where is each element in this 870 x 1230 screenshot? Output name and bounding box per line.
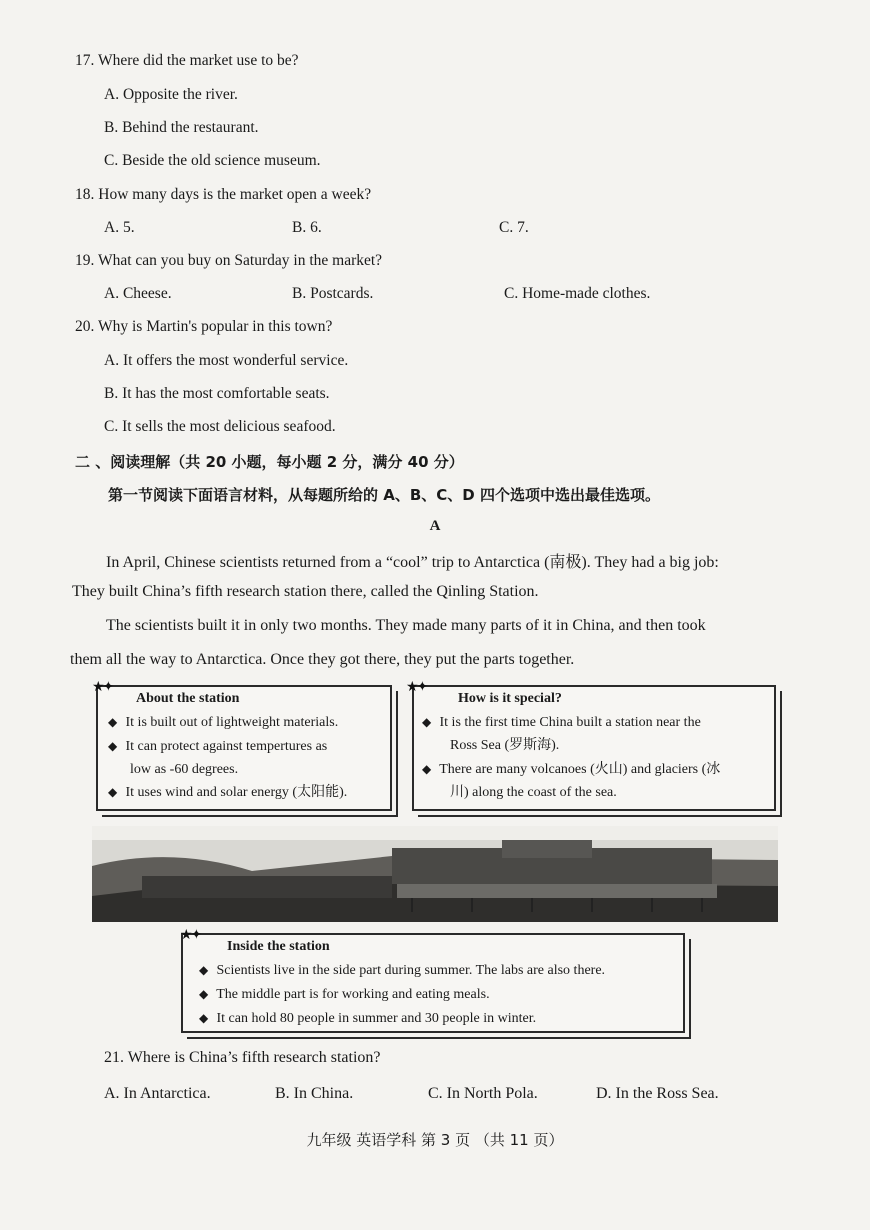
passage-p2-line2: them all the way to Antarctica. Once they got there, they put the parts together. bbox=[70, 651, 575, 668]
station-photo-drawing bbox=[92, 826, 778, 922]
diamond-bullet-icon: ◆ bbox=[108, 739, 118, 753]
diamond-bullet-icon: ◆ bbox=[108, 715, 118, 729]
q20-option-b: B. It has the most comfortable seats. bbox=[104, 385, 330, 402]
stars-icon: ★✦ bbox=[406, 680, 427, 695]
about-item-2: ◆ It can protect against tempertures as bbox=[108, 735, 327, 758]
q20-option-c: C. It sells the most delicious seafood. bbox=[104, 418, 336, 435]
inside-item-3: ◆ It can hold 80 people in summer and 30 people in winter. bbox=[199, 1007, 536, 1030]
section-heading: 二 、阅读理解（共 20 小题，每小题 2 分，满分 40 分） bbox=[75, 453, 464, 471]
inside-item-2: ◆ The middle part is for working and eating meals. bbox=[199, 983, 490, 1006]
inside-station-title: Inside the station bbox=[227, 939, 330, 954]
special-box bbox=[412, 685, 776, 811]
q20-option-a: A. It offers the most wonderful service. bbox=[104, 352, 349, 369]
question-19: 19. What can you buy on Saturday in the market? bbox=[75, 252, 383, 269]
special-title: How is it special? bbox=[458, 691, 562, 706]
page-footer: 九年级 英语学科 第 3 页 （共 11 页） bbox=[306, 1131, 564, 1149]
q21-option-b: B. In China. bbox=[275, 1085, 354, 1102]
about-station-title: About the station bbox=[136, 691, 240, 706]
q17-option-c: C. Beside the old science museum. bbox=[104, 152, 321, 169]
diamond-bullet-icon: ◆ bbox=[422, 762, 432, 776]
stars-icon: ★✦ bbox=[180, 928, 201, 943]
passage-p1-line1: In April, Chinese scientists returned from a “cool” trip to Antarctica (南极). They had a big job: bbox=[106, 554, 719, 571]
q18-option-b: B. 6. bbox=[292, 219, 322, 236]
diamond-bullet-icon: ◆ bbox=[108, 785, 118, 799]
diamond-bullet-icon: ◆ bbox=[199, 963, 209, 977]
inside-station-box bbox=[181, 933, 685, 1033]
special-item-2-cont: 川) along the coast of the sea. bbox=[450, 785, 617, 800]
diamond-bullet-icon: ◆ bbox=[422, 715, 432, 729]
q18-option-c: C. 7. bbox=[499, 219, 529, 236]
station-photo bbox=[92, 826, 778, 922]
about-item-2-cont: low as -60 degrees. bbox=[130, 762, 239, 777]
q19-option-c: C. Home-made clothes. bbox=[504, 285, 651, 302]
passage-p2-line1: The scientists built it in only two months. They made many parts of it in China, and then took bbox=[106, 617, 706, 634]
question-20: 20. Why is Martin's popular in this town? bbox=[75, 318, 333, 335]
q17-option-b: B. Behind the restaurant. bbox=[104, 119, 259, 136]
q19-option-b: B. Postcards. bbox=[292, 285, 374, 302]
q21-option-a: A. In Antarctica. bbox=[104, 1085, 211, 1102]
stars-icon: ★✦ bbox=[92, 680, 113, 695]
q18-option-a: A. 5. bbox=[104, 219, 135, 236]
about-item-3: ◆ It uses wind and solar energy (太阳能). bbox=[108, 781, 347, 804]
q21-option-d: D. In the Ross Sea. bbox=[596, 1085, 719, 1102]
passage-label: A bbox=[429, 518, 441, 534]
passage-p1-line2: They built China’s fifth research station there, called the Qinling Station. bbox=[72, 583, 539, 600]
q21-option-c: C. In North Pola. bbox=[428, 1085, 538, 1102]
diamond-bullet-icon: ◆ bbox=[199, 987, 209, 1001]
special-item-1-cont: Ross Sea (罗斯海). bbox=[450, 738, 560, 753]
inside-item-1: ◆ Scientists live in the side part during summer. The labs are also there. bbox=[199, 959, 605, 982]
special-item-1: ◆ It is the first time China built a station near the bbox=[422, 711, 701, 734]
special-item-2: ◆ There are many volcanoes (火山) and glaciers (冰 bbox=[422, 758, 720, 781]
question-21: 21. Where is China’s fifth research station? bbox=[104, 1049, 381, 1066]
q19-option-a: A. Cheese. bbox=[104, 285, 172, 302]
diamond-bullet-icon: ◆ bbox=[199, 1011, 209, 1025]
question-18: 18. How many days is the market open a week? bbox=[75, 186, 372, 203]
question-17: 17. Where did the market use to be? bbox=[75, 52, 299, 69]
q17-option-a: A. Opposite the river. bbox=[104, 86, 238, 103]
about-station-box bbox=[96, 685, 392, 811]
about-item-1: ◆ It is built out of lightweight materials. bbox=[108, 711, 338, 734]
section-instruction: 第一节阅读下面语言材料，从每题所给的 A、B、C、D 四个选项中选出最佳选项。 bbox=[108, 486, 660, 504]
